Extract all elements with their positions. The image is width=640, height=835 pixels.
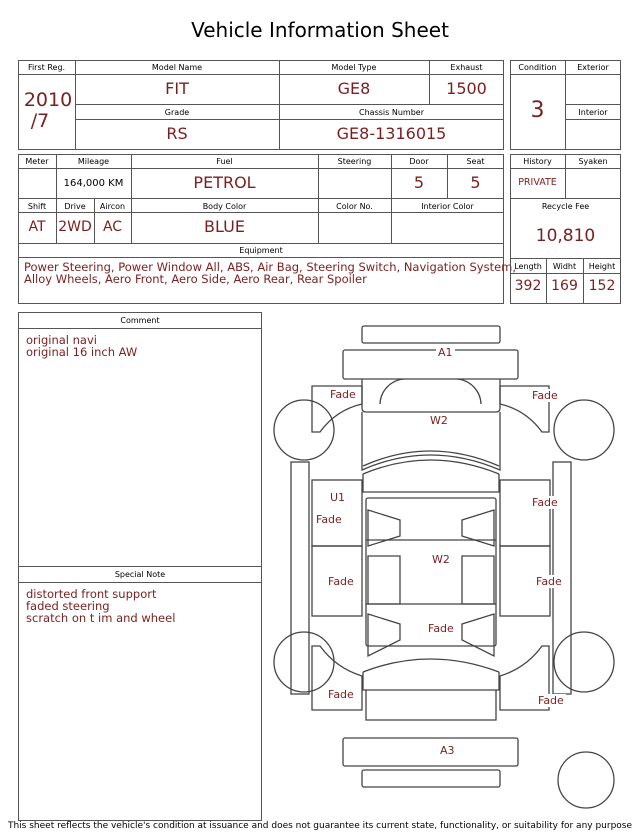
- syaken-label: Syaken: [578, 157, 608, 166]
- fuel-label: Fuel: [216, 157, 233, 166]
- comment-line-1: original navi: [26, 333, 97, 347]
- chassis-label: Chassis Number: [359, 108, 424, 117]
- exterior-label: Exterior: [577, 63, 609, 72]
- model-type-value: GE8: [337, 79, 371, 98]
- aircon-value: AC: [102, 219, 123, 235]
- damage-a3-rear-bumper: A3: [440, 744, 455, 757]
- model-type-label: Model Type: [331, 63, 377, 72]
- width-label: Widht: [552, 262, 577, 271]
- body-color-label: Body Color: [202, 202, 247, 211]
- special-note-line-2: faded steering: [26, 599, 110, 613]
- door-value: 5: [413, 173, 425, 192]
- equipment-line-2: Alloy Wheels, Aero Front, Aero Side, Aero Rear, Rear Spoiler: [24, 272, 367, 286]
- equipment-label: Equipment: [239, 246, 283, 255]
- damage-fade-right-rear-door: Fade: [536, 575, 562, 588]
- grade-value: RS: [166, 124, 188, 143]
- damage-fade-right-front-door: Fade: [532, 496, 558, 509]
- exhaust-label: Exhaust: [450, 63, 483, 72]
- interior-label: Interior: [578, 108, 608, 117]
- damage-a1-front-bumper: A1: [438, 346, 453, 359]
- seat-value: 5: [470, 173, 481, 192]
- drive-value: 2WD: [58, 219, 92, 235]
- model-name-label: Model Name: [151, 63, 203, 72]
- drive-label: Drive: [64, 202, 86, 211]
- damage-w2-roof: W2: [432, 553, 450, 566]
- damage-fade-rear-left-quarter: Fade: [328, 688, 354, 701]
- shift-value: AT: [28, 219, 46, 235]
- condition-label: Condition: [518, 63, 557, 72]
- chassis-value: GE8-1316015: [336, 124, 447, 143]
- special-note-label: Special Note: [114, 570, 166, 579]
- door-label: Door: [409, 157, 429, 166]
- recycle-fee-value: 10,810: [535, 226, 596, 246]
- first-reg-year: 2010: [23, 89, 73, 111]
- history-value: PRIVATE: [518, 177, 557, 188]
- height-value: 152: [588, 278, 616, 294]
- steering-label: Steering: [337, 157, 372, 166]
- grade-label: Grade: [164, 108, 190, 117]
- damage-fade-left-front-door: Fade: [316, 513, 342, 526]
- damage-fade-rear-roof: Fade: [428, 622, 454, 635]
- body-color-value: BLUE: [204, 217, 245, 236]
- meter-label: Meter: [25, 157, 49, 166]
- damage-fade-front-right-fender: Fade: [532, 389, 558, 402]
- length-label: Length: [514, 262, 542, 271]
- exhaust-value: 1500: [446, 79, 487, 98]
- special-note-line-3: scratch on t im and wheel: [26, 611, 176, 625]
- length-value: 392: [514, 278, 542, 294]
- comment-line-2: original 16 inch AW: [26, 345, 138, 359]
- height-label: Height: [588, 262, 616, 271]
- damage-u1-left-front-door: U1: [330, 491, 346, 504]
- equipment-line-1: Power Steering, Power Window All, ABS, Air Bag, Steering Switch, Navigation System,: [24, 260, 517, 274]
- damage-fade-rear-right-quarter: Fade: [538, 694, 564, 707]
- seat-label: Seat: [466, 157, 485, 166]
- damage-w2-windshield: W2: [430, 414, 448, 427]
- sheet-title: Vehicle Information Sheet: [191, 18, 449, 42]
- width-value: 169: [551, 278, 578, 294]
- shift-label: Shift: [27, 202, 47, 211]
- condition-value: 3: [530, 98, 545, 123]
- first-reg-label: First Reg.: [27, 63, 66, 72]
- mileage-label: Mileage: [77, 157, 110, 166]
- fuel-value: PETROL: [193, 173, 256, 192]
- model-name-value: FIT: [165, 79, 189, 98]
- special-note-line-1: distorted front support: [26, 587, 157, 601]
- comment-label: Comment: [120, 316, 160, 325]
- recycle-fee-label: Recycle Fee: [541, 202, 590, 211]
- damage-fade-left-rear-door: Fade: [328, 575, 354, 588]
- footer-disclaimer: This sheet reflects the vehicle's condition at issuance and does not guarantee its current state, functionality, or suitability for any purpose: [7, 821, 633, 831]
- mileage-value: 164,000 KM: [63, 178, 124, 189]
- first-reg-month: /7: [30, 110, 50, 132]
- history-label: History: [523, 157, 552, 166]
- interior-color-label: Interior Color: [421, 202, 474, 211]
- damage-fade-front-left-fender: Fade: [330, 388, 356, 401]
- aircon-label: Aircon: [99, 202, 126, 211]
- color-no-label: Color No.: [336, 202, 373, 211]
